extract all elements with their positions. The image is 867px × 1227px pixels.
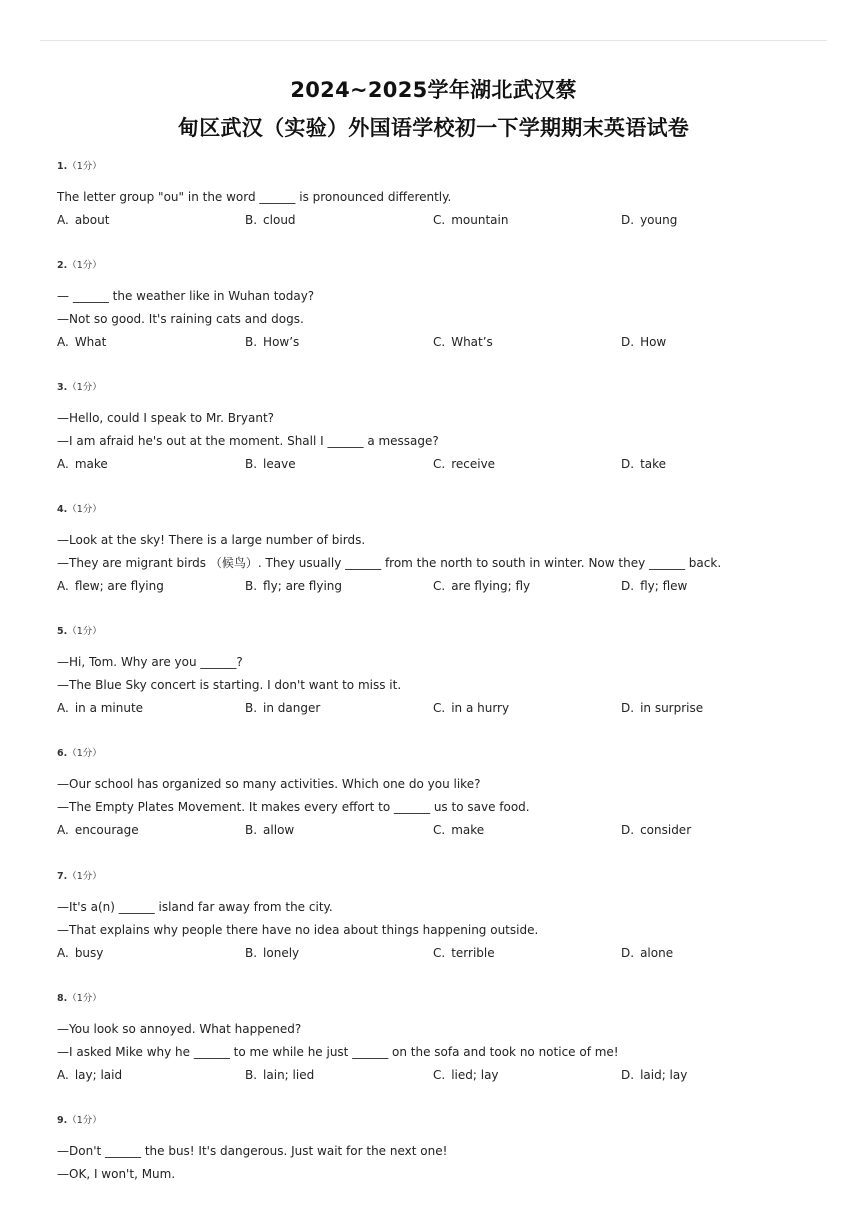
option-row	[57, 209, 817, 232]
option-row	[57, 942, 817, 965]
question-3	[57, 379, 817, 476]
option-b[interactable]: B. lain; lied	[245, 1068, 315, 1082]
option-a[interactable]: A. in a minute	[57, 701, 144, 715]
option-c[interactable]: C. terrible	[433, 946, 495, 960]
option-d[interactable]: D. in surprise	[621, 701, 704, 715]
question-stem: —Not so good. It's raining cats and dogs.	[57, 312, 304, 326]
question-stem: The letter group "ou" in the word ______ is pronounced differently.	[57, 190, 452, 204]
question-7	[57, 868, 817, 965]
option-row	[57, 697, 817, 720]
exam-title-line-1: 2024~2025学年湖北武汉蔡	[290, 78, 577, 102]
option-c[interactable]: C. are flying; fly	[433, 579, 531, 593]
question-stem: — ______ the weather like in Wuhan today?	[57, 289, 315, 303]
question-5	[57, 623, 817, 720]
option-row	[57, 819, 817, 842]
option-row	[57, 575, 817, 598]
option-b[interactable]: B. leave	[245, 457, 296, 471]
question-stem: —Look at the sky! There is a large number of birds.	[57, 533, 366, 547]
question-number: 6.（1分）	[57, 748, 102, 759]
option-row	[57, 1064, 817, 1087]
question-stem: —Hello, could I speak to Mr. Bryant?	[57, 411, 275, 425]
question-stem: —OK, I won't, Mum.	[57, 1167, 176, 1181]
question-stem: —Hi, Tom. Why are you ______?	[57, 655, 243, 669]
option-d[interactable]: D. laid; lay	[621, 1068, 688, 1082]
option-d[interactable]: D. take	[621, 457, 667, 471]
option-b[interactable]: B. in danger	[245, 701, 321, 715]
option-c[interactable]: C. in a hurry	[433, 701, 510, 715]
option-d[interactable]: D. fly; flew	[621, 579, 688, 593]
question-stem: —Our school has organized so many activities. Which one do you like?	[57, 777, 481, 791]
question-number: 5.（1分）	[57, 626, 102, 637]
question-number: 7.（1分）	[57, 871, 102, 882]
question-4	[57, 501, 817, 598]
option-a[interactable]: A. flew; are flying	[57, 579, 164, 593]
question-stem: —I asked Mike why he ______ to me while he just ______ on the sofa and took no notice of me!	[57, 1045, 619, 1059]
option-d[interactable]: D. consider	[621, 823, 692, 837]
option-a[interactable]: A. lay; laid	[57, 1068, 123, 1082]
question-number: 3.（1分）	[57, 382, 102, 393]
question-number: 4.（1分）	[57, 504, 102, 515]
top-divider	[40, 40, 827, 41]
option-c[interactable]: C. mountain	[433, 213, 509, 227]
question-stem: —You look so annoyed. What happened?	[57, 1022, 302, 1036]
option-row	[57, 331, 817, 354]
option-a[interactable]: A. encourage	[57, 823, 139, 837]
option-a[interactable]: A. make	[57, 457, 108, 471]
option-b[interactable]: B. How’s	[245, 335, 300, 349]
option-d[interactable]: D. young	[621, 213, 678, 227]
question-6	[57, 745, 817, 842]
question-2	[57, 257, 817, 354]
question-number: 1.（1分）	[57, 161, 102, 172]
question-8	[57, 990, 817, 1087]
question-stem: —They are migrant birds （候鸟）. They usually ______ from the north to south in winter. Now they ______ back.	[57, 556, 722, 570]
question-stem: —That explains why people there have no idea about things happening outside.	[57, 923, 539, 937]
question-stem: —I am afraid he's out at the moment. Shall I ______ a message?	[57, 434, 439, 448]
question-stem: —The Blue Sky concert is starting. I don't want to miss it.	[57, 678, 402, 692]
option-b[interactable]: B. cloud	[245, 213, 296, 227]
question-number: 8.（1分）	[57, 993, 102, 1004]
question-number: 2.（1分）	[57, 260, 102, 271]
option-a[interactable]: A. about	[57, 213, 110, 227]
question-stem: —Don't ______ the bus! It's dangerous. Just wait for the next one!	[57, 1144, 448, 1158]
question-9	[57, 1112, 817, 1186]
option-b[interactable]: B. fly; are flying	[245, 579, 343, 593]
option-d[interactable]: D. How	[621, 335, 667, 349]
question-1	[57, 158, 817, 232]
option-c[interactable]: C. make	[433, 823, 485, 837]
option-c[interactable]: C. lied; lay	[433, 1068, 499, 1082]
option-c[interactable]: C. receive	[433, 457, 496, 471]
option-c[interactable]: C. What’s	[433, 335, 493, 349]
question-number: 9.（1分）	[57, 1115, 102, 1126]
option-d[interactable]: D. alone	[621, 946, 674, 960]
question-stem: —The Empty Plates Movement. It makes every effort to ______ us to save food.	[57, 800, 530, 814]
option-a[interactable]: A. busy	[57, 946, 104, 960]
option-a[interactable]: A. What	[57, 335, 107, 349]
option-b[interactable]: B. allow	[245, 823, 295, 837]
option-row	[57, 453, 817, 476]
option-b[interactable]: B. lonely	[245, 946, 300, 960]
question-stem: —It's a(n) ______ island far away from the city.	[57, 900, 333, 914]
exam-title-line-2: 甸区武汉（实验）外国语学校初一下学期期末英语试卷	[177, 116, 690, 140]
